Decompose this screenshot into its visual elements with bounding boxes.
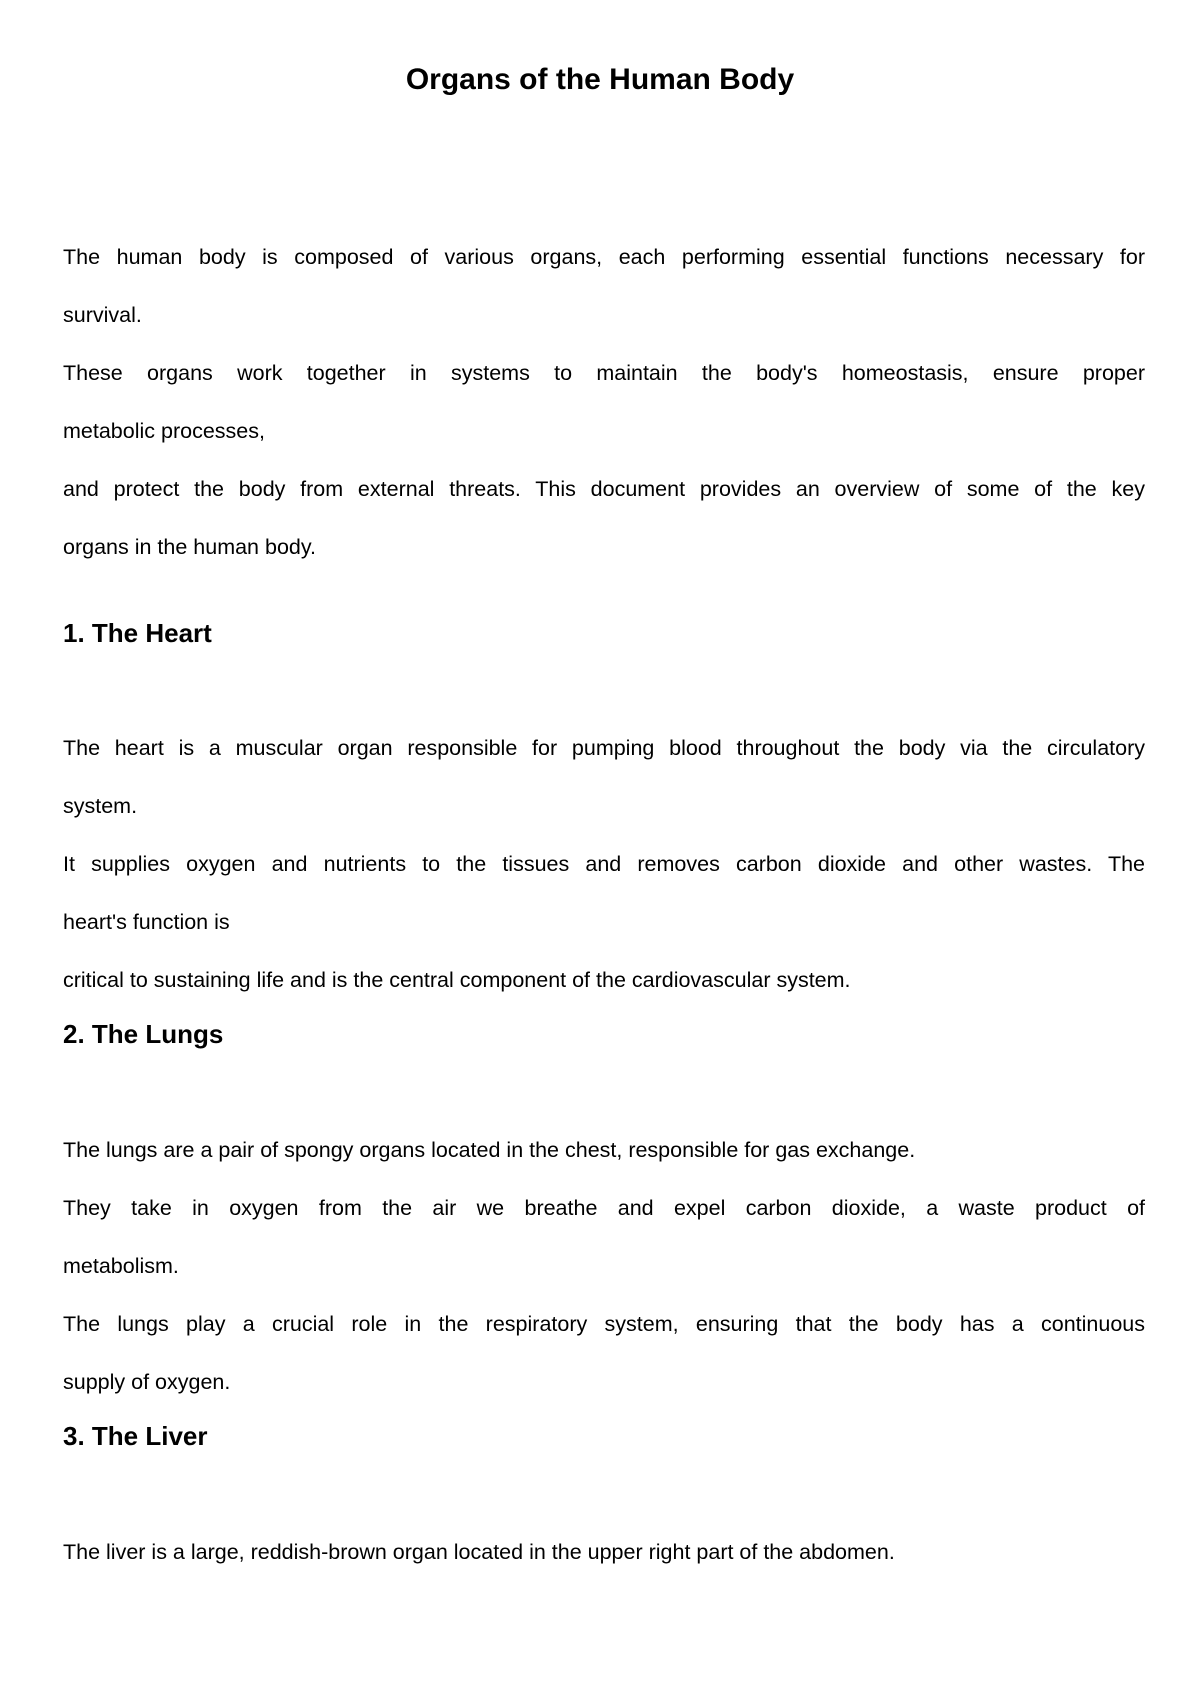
paragraph-line: system.: [63, 794, 138, 818]
section-heading-heart: 1. The Heart: [63, 618, 212, 648]
intro-line: metabolic processes,: [63, 419, 265, 443]
section-heading-liver: 3. The Liver: [63, 1421, 208, 1451]
paragraph-line: critical to sustaining life and is the central component of the cardiovascular system.: [63, 968, 851, 992]
section-paragraph-lungs: [63, 1121, 1145, 1411]
intro-line: and protect the body from external threats. This document provides an overview of some of the key: [63, 477, 1145, 501]
intro-line: survival.: [63, 303, 142, 327]
intro-line: These organs work together in systems to maintain the body's homeostasis, ensure proper: [63, 361, 1145, 385]
intro-line: organs in the human body.: [63, 535, 316, 559]
paragraph-line: metabolism.: [63, 1254, 179, 1278]
section-paragraph-heart: [63, 719, 1145, 1009]
intro-line: The human body is composed of various organs, each performing essential functions necessary for: [63, 245, 1145, 269]
paragraph-line: The heart is a muscular organ responsible for pumping blood throughout the body via the circulatory: [63, 736, 1145, 760]
paragraph-line: supply of oxygen.: [63, 1370, 231, 1394]
paragraph-line: It supplies oxygen and nutrients to the tissues and removes carbon dioxide and other wastes. The: [63, 852, 1145, 876]
paragraph-line: The lungs play a crucial role in the respiratory system, ensuring that the body has a continuous: [63, 1312, 1145, 1336]
paragraph-line: The liver is a large, reddish-brown organ located in the upper right part of the abdomen.: [63, 1540, 895, 1564]
intro-paragraph: [63, 228, 1145, 576]
paragraph-line: The lungs are a pair of spongy organs located in the chest, responsible for gas exchange.: [63, 1138, 916, 1162]
document-title: Organs of the Human Body: [405, 63, 795, 96]
section-heading-lungs: 2. The Lungs: [63, 1019, 224, 1049]
section-paragraph-liver: [63, 1523, 1145, 1581]
paragraph-line: heart's function is: [63, 910, 230, 934]
paragraph-line: They take in oxygen from the air we breathe and expel carbon dioxide, a waste product of: [63, 1196, 1145, 1220]
